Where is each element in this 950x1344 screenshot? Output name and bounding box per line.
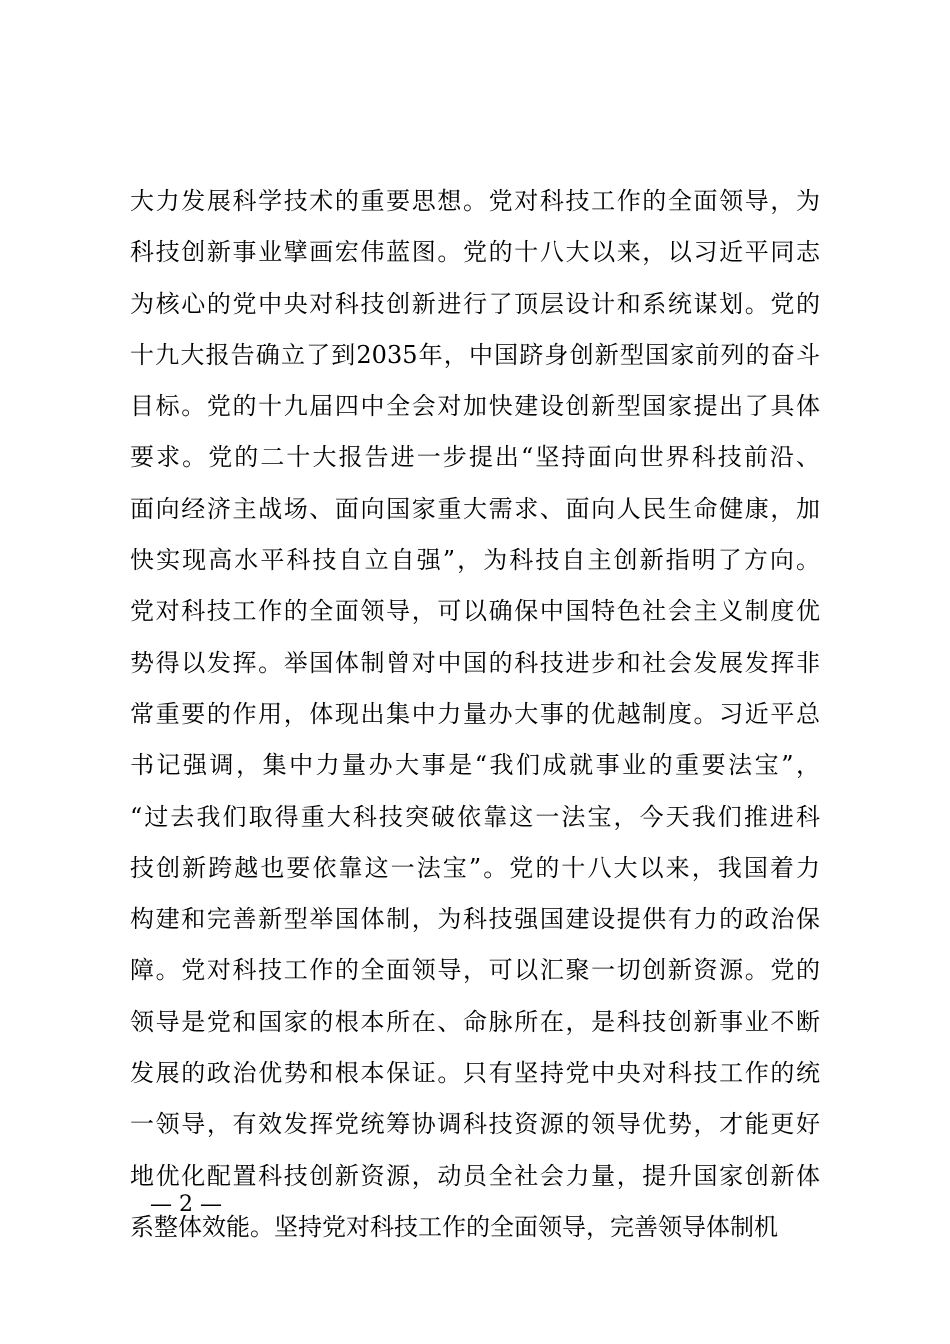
text-line: 面向经济主战场、面向国家重大需求、面向人民生命健康，加: [130, 494, 820, 523]
text-line: 目标。党的十九届四中全会对加快建设创新型国家提出了具体: [130, 392, 820, 421]
text-line: 技创新跨越也要依靠这一法宝”。党的十八大以来，我国着力: [130, 853, 820, 882]
text-line: 障。党对科技工作的全面领导，可以汇聚一切创新资源。党的: [130, 956, 820, 985]
text-line: 领导是党和国家的根本所在、命脉所在，是科技创新事业不断: [130, 1007, 820, 1036]
body-paragraph: [130, 176, 820, 1253]
page-number: — 2 —: [150, 1192, 222, 1217]
text-line: 党对科技工作的全面领导，可以确保中国特色社会主义制度优: [130, 597, 820, 626]
text-line: 为核心的党中央对科技创新进行了顶层设计和系统谋划。党的: [130, 289, 820, 318]
text-line: 地优化配置科技创新资源，动员全社会力量，提升国家创新体: [130, 1161, 820, 1190]
text-line: 要求。党的二十大报告进一步提出“坚持面向世界科技前沿、: [130, 443, 820, 472]
text-line: 常重要的作用，体现出集中力量办大事的优越制度。习近平总: [130, 699, 820, 728]
text-line: 系整体效能。坚持党对科技工作的全面领导，完善领导体制机: [130, 1212, 778, 1241]
text-line: 势得以发挥。举国体制曾对中国的科技进步和社会发展发挥非: [130, 648, 820, 677]
text-line: 科技创新事业擘画宏伟蓝图。党的十八大以来，以习近平同志: [130, 238, 820, 267]
text-line: 书记强调，集中力量办大事是“我们成就事业的重要法宝”，: [130, 751, 820, 780]
text-line: 大力发展科学技术的重要思想。党对科技工作的全面领导，为: [130, 187, 820, 215]
text-line: 快实现高水平科技自立自强”，为科技自主创新指明了方向。: [130, 546, 820, 575]
text-line: 十九大报告确立了到2035年，中国跻身创新型国家前列的奋斗: [130, 340, 820, 369]
text-line: 一领导，有效发挥党统筹协调科技资源的领导优势，才能更好: [130, 1110, 820, 1139]
text-line: 发展的政治优势和根本保证。只有坚持党中央对科技工作的统: [130, 1059, 820, 1088]
text-line: “过去我们取得重大科技突破依靠这一法宝，今天我们推进科: [130, 802, 820, 831]
text-line: 构建和完善新型举国体制，为科技强国建设提供有力的政治保: [130, 905, 820, 934]
